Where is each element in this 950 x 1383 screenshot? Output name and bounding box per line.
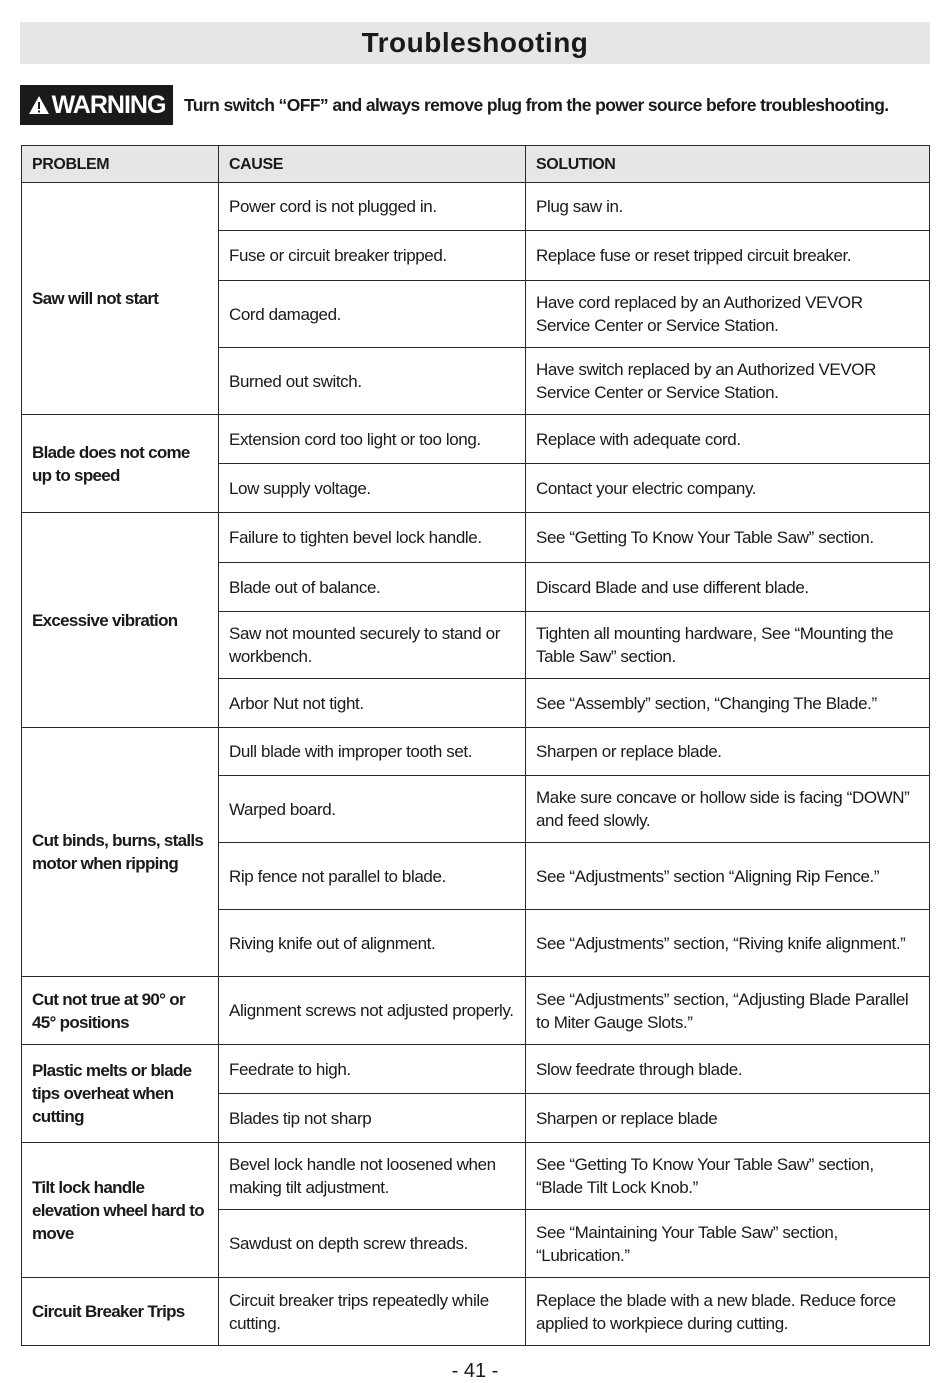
solution-cell: Replace fuse or reset tripped circuit breaker. [526, 231, 930, 281]
header-problem: PROBLEM [22, 146, 219, 183]
cause-cell: Arbor Nut not tight. [219, 679, 526, 728]
table-row [22, 183, 930, 231]
solution-cell: Discard Blade and use different blade. [526, 563, 930, 612]
solution-cell: Replace the blade with a new blade. Reduce force applied to workpiece during cutting. [526, 1278, 930, 1346]
warning-triangle-icon [28, 95, 50, 115]
cause-cell: Burned out switch. [219, 348, 526, 415]
table-row [22, 977, 930, 1045]
cause-cell: Alignment screws not adjusted properly. [219, 977, 526, 1045]
solution-cell: Tighten all mounting hardware, See “Mounting the Table Saw” section. [526, 612, 930, 679]
table-row [22, 415, 930, 464]
header-row [22, 146, 930, 183]
cause-cell: Circuit breaker trips repeatedly while cutting. [219, 1278, 526, 1346]
solution-cell: Sharpen or replace blade [526, 1094, 930, 1143]
cause-cell: Rip fence not parallel to blade. [219, 843, 526, 910]
cause-cell: Cord damaged. [219, 281, 526, 348]
table-row [22, 1278, 930, 1346]
solution-cell: Have switch replaced by an Authorized VEVOR Service Center or Service Station. [526, 348, 930, 415]
cause-cell: Power cord is not plugged in. [219, 183, 526, 231]
solution-cell: Replace with adequate cord. [526, 415, 930, 464]
problem-cell: Blade does not come up to speed [22, 415, 219, 513]
solution-cell: Have cord replaced by an Authorized VEVOR Service Center or Service Station. [526, 281, 930, 348]
solution-cell: Make sure concave or hollow side is facing “DOWN” and feed slowly. [526, 776, 930, 843]
problem-cell: Cut not true at 90° or 45° positions [22, 977, 219, 1045]
problem-cell: Tilt lock handle elevation wheel hard to move [22, 1143, 219, 1278]
cause-cell: Dull blade with improper tooth set. [219, 728, 526, 776]
table-row [22, 1045, 930, 1094]
solution-cell: Slow feedrate through blade. [526, 1045, 930, 1094]
problem-cell: Circuit Breaker Trips [22, 1278, 219, 1346]
header-cause: CAUSE [219, 146, 526, 183]
cause-cell: Blade out of balance. [219, 563, 526, 612]
solution-cell: See “Assembly” section, “Changing The Blade.” [526, 679, 930, 728]
solution-cell: Sharpen or replace blade. [526, 728, 930, 776]
cause-cell: Saw not mounted securely to stand or workbench. [219, 612, 526, 679]
cause-cell: Blades tip not sharp [219, 1094, 526, 1143]
solution-cell: See “Adjustments” section, “Riving knife alignment.” [526, 910, 930, 977]
solution-cell: Contact your electric company. [526, 464, 930, 513]
table-row [22, 513, 930, 563]
warning-badge [20, 85, 173, 125]
cause-cell: Low supply voltage. [219, 464, 526, 513]
problem-cell: Saw will not start [22, 183, 219, 415]
solution-cell: See “Getting To Know Your Table Saw” section, “Blade Tilt Lock Knob.” [526, 1143, 930, 1210]
solution-cell: See “Maintaining Your Table Saw” section, “Lubrication.” [526, 1210, 930, 1278]
problem-cell: Cut binds, burns, stalls motor when ripping [22, 728, 219, 977]
cause-cell: Riving knife out of alignment. [219, 910, 526, 977]
table-row [22, 1143, 930, 1210]
warning-text: Turn switch “OFF” and always remove plug from the power source before troubleshooting. [184, 94, 889, 115]
warning-row [20, 84, 930, 126]
cause-cell: Bevel lock handle not loosened when making tilt adjustment. [219, 1143, 526, 1210]
problem-cell: Plastic melts or blade tips overheat when cutting [22, 1045, 219, 1143]
solution-cell: See “Getting To Know Your Table Saw” section. [526, 513, 930, 563]
cause-cell: Warped board. [219, 776, 526, 843]
cause-cell: Sawdust on depth screw threads. [219, 1210, 526, 1278]
cause-cell: Failure to tighten bevel lock handle. [219, 513, 526, 563]
cause-cell: Feedrate to high. [219, 1045, 526, 1094]
table-row [22, 728, 930, 776]
warning-badge-label: WARNING [51, 90, 166, 119]
solution-cell: Plug saw in. [526, 183, 930, 231]
page-number: - 41 - [451, 1360, 499, 1382]
cause-cell: Fuse or circuit breaker tripped. [219, 231, 526, 281]
header-solution: SOLUTION [526, 146, 930, 183]
problem-cell: Excessive vibration [22, 513, 219, 728]
solution-cell: See “Adjustments” section, “Adjusting Blade Parallel to Miter Gauge Slots.” [526, 977, 930, 1045]
troubleshooting-table [21, 145, 930, 1346]
cause-cell: Extension cord too light or too long. [219, 415, 526, 464]
page-title: Troubleshooting [361, 27, 589, 58]
solution-cell: See “Adjustments” section “Aligning Rip Fence.” [526, 843, 930, 910]
title-bar [20, 22, 930, 64]
